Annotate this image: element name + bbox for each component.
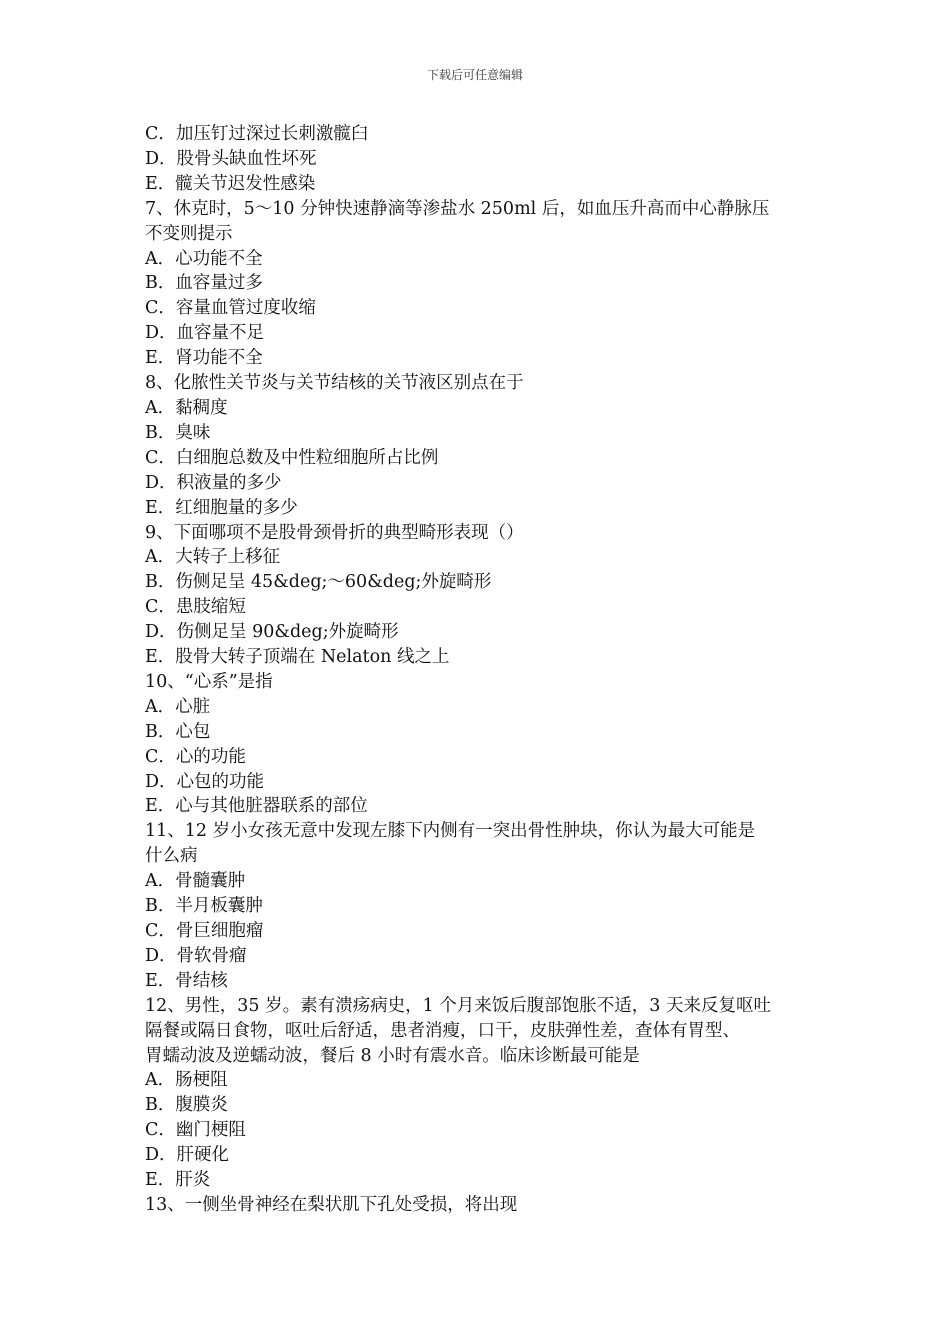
text-line: C．患肢缩短 [145,597,246,618]
text-line: D．股骨头缺血性坏死 [145,148,317,169]
question-line: 12、男性，35 岁。素有溃疡病史，1 个月来饭后腹部饱胀不适，3 天来反复呕吐 [145,995,771,1016]
text-line: C．骨巨细胞瘤 [145,921,264,941]
question-line: 胃蠕动波及逆蠕动波，餐后 8 小时有震水音。临床诊断最可能是 [145,1045,640,1066]
text-line: D．肝硬化 [145,1145,230,1166]
question-line: 什么病 [145,846,198,867]
text-line: B．腹膜炎 [145,1095,228,1116]
text-line: C．容量血管过度收缩 [145,298,316,319]
text-line: B．臭味 [145,422,211,443]
text-line: D．积液量的多少 [145,472,282,493]
text-line: B．伤侧足呈 45&deg;～60&deg;外旋畸形 [145,572,492,593]
text-line: A．心功能不全 [145,248,263,269]
question-line: 13、一侧坐骨神经在梨状肌下孔处受损，将出现 [145,1194,518,1215]
question-line: 10、“心系”是指 [145,671,273,692]
text-line: E．肝炎 [145,1170,211,1191]
text-line: D．心包的功能 [145,771,265,792]
question-line: 11、12 岁小女孩无意中发现左膝下内侧有一突出骨性肿块，你认为最大可能是 [145,821,756,842]
question-line: 隔餐或隔日食物，呕吐后舒适，患者消瘦，口干，皮肤弹性差，查体有胃型、 [145,1020,740,1041]
text-line: D．骨软骨瘤 [145,945,247,966]
text-line: A．骨髓囊肿 [145,871,246,892]
text-line: C．幽门梗阻 [145,1120,246,1141]
text-line: C．加压钉过深过长刺激髋臼 [145,124,369,144]
text-line: D．血容量不足 [145,323,265,344]
text-line: E．骨结核 [145,970,228,991]
text-line: E．心与其他脏器联系的部位 [145,796,368,817]
text-line: E．髋关节迟发性感染 [145,173,316,194]
text-line: C．白细胞总数及中性粒细胞所占比例 [145,447,439,468]
text-line: D．伤侧足呈 90&deg;外旋畸形 [145,622,399,643]
text-line: A．心脏 [145,696,211,717]
question-line: 7、休克时，5～10 分钟快速静滴等渗盐水 250ml 后，如血压升高而中心静脉压 [145,198,770,219]
text-line: B．血容量过多 [145,273,263,294]
document-body [145,122,810,1218]
question-line: 8、化脓性关节炎与关节结核的关节液区别点在于 [145,373,524,394]
text-line: E．红细胞量的多少 [145,497,298,518]
text-line: A．黏稠度 [145,397,228,418]
question-line: 不变则提示 [145,223,233,244]
text-line: A．肠梗阻 [145,1070,228,1091]
text-line: A．大转子上移征 [145,547,281,568]
text-line: B．半月板囊肿 [145,896,263,917]
text-line: C．心的功能 [145,746,246,767]
text-line: B．心包 [145,721,211,742]
text-line: E．肾功能不全 [145,348,263,369]
page-header: 下载后可任意编辑 [426,68,523,82]
question-line: 9、下面哪项不是股骨颈骨折的典型畸形表现（） [145,522,524,543]
text-line: E．股骨大转子顶端在 Nelaton 线之上 [145,647,450,668]
